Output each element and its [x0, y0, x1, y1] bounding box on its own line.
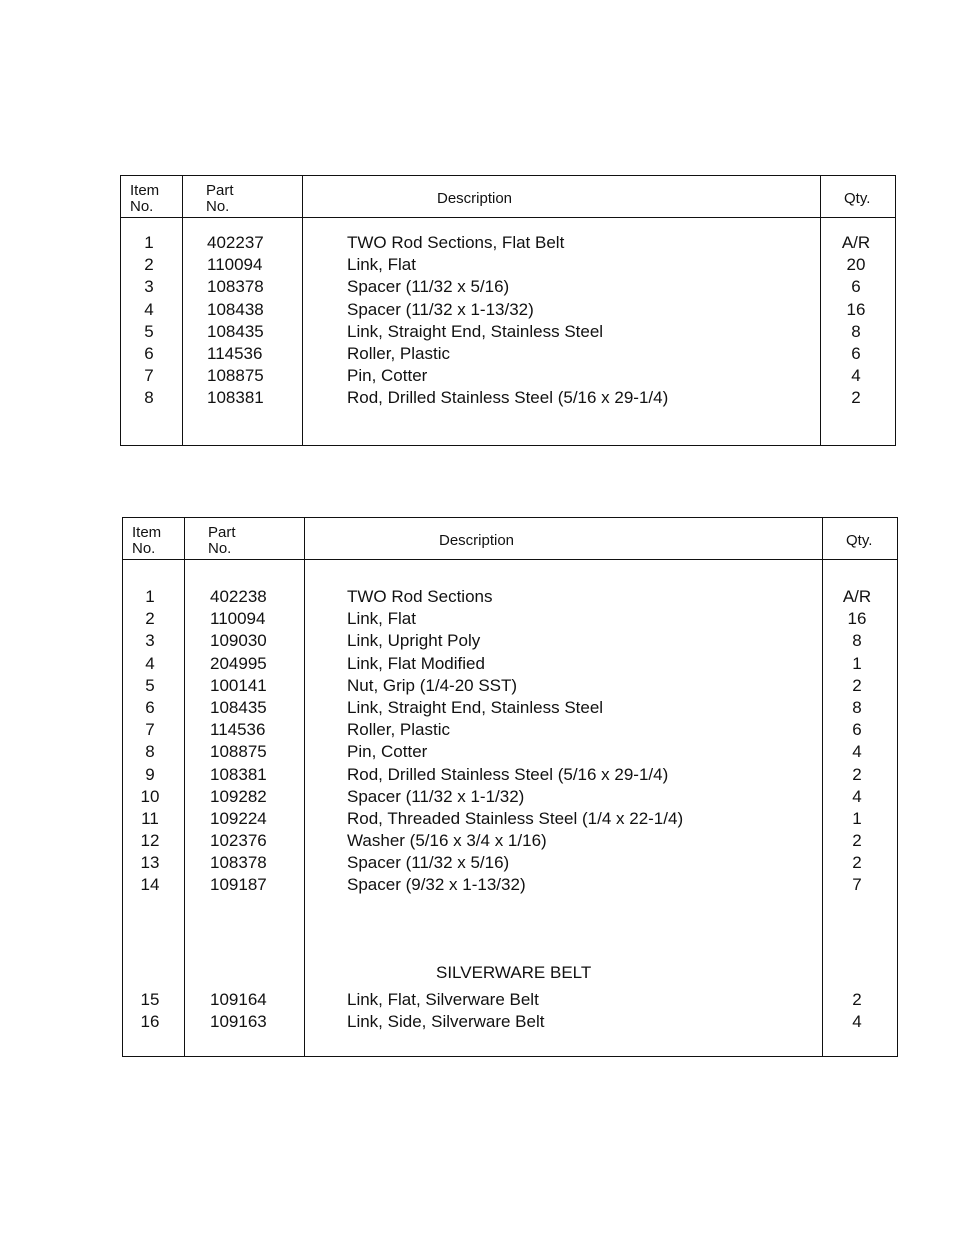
part-description: Link, Flat [347, 609, 416, 629]
quantity: 2 [852, 990, 862, 1009]
part-description: Rod, Drilled Stainless Steel (5/16 x 29-1/4) [347, 764, 669, 784]
quantity: 7 [852, 875, 862, 895]
section-table-body [123, 989, 897, 1033]
part-description: Pin, Cotter [347, 742, 428, 762]
table-row [123, 741, 897, 763]
part-number: 102376 [210, 831, 267, 851]
table-row [121, 232, 895, 254]
quantity: A/R [841, 233, 871, 252]
part-number: 114536 [207, 343, 263, 363]
part-description: Rod, Drilled Stainless Steel (5/16 x 29-1/4) [347, 388, 669, 408]
table-row [123, 808, 897, 830]
quantity: 8 [851, 321, 861, 341]
section-title: SILVERWARE BELT [436, 963, 592, 982]
item-number: 8 [145, 742, 155, 762]
table-body [123, 586, 897, 897]
part-number: 109187 [210, 875, 267, 895]
item-number: 1 [144, 233, 154, 252]
quantity: 4 [852, 1012, 862, 1032]
table-row [123, 764, 897, 786]
header-no-label: No. [130, 198, 154, 215]
item-number: 10 [140, 786, 160, 806]
header-item-no [130, 183, 159, 215]
table-row [123, 830, 897, 852]
part-description: TWO Rod Sections, Flat Belt [347, 233, 565, 252]
item-number: 15 [140, 990, 160, 1009]
quantity: 4 [852, 786, 862, 806]
header-part-label: Part [206, 182, 234, 199]
item-number: 6 [144, 343, 154, 363]
table-row [123, 719, 897, 741]
part-number: 402237 [207, 233, 264, 252]
table-row [123, 653, 897, 675]
table-row [121, 276, 895, 298]
part-description: Spacer (9/32 x 1-13/32) [347, 875, 526, 895]
item-number: 2 [144, 255, 154, 275]
quantity: 6 [851, 277, 861, 297]
header-description: Description [437, 190, 513, 207]
quantity: 6 [851, 343, 861, 363]
part-description: Spacer (11/32 x 5/16) [347, 277, 510, 297]
table-row [123, 675, 897, 697]
header-divider [123, 559, 897, 560]
header-part-no [206, 183, 234, 215]
header-no-label: No. [132, 540, 156, 557]
part-description: Link, Straight End, Stainless Steel [347, 321, 604, 341]
item-number: 12 [140, 831, 160, 851]
part-description: Link, Upright Poly [347, 631, 481, 651]
table-row [123, 852, 897, 874]
part-number: 402238 [210, 587, 267, 606]
item-number: 13 [140, 853, 160, 873]
part-description: Spacer (11/32 x 1-13/32) [347, 299, 534, 319]
quantity: 2 [852, 831, 862, 851]
table-row [121, 343, 895, 365]
part-number: 114536 [210, 720, 266, 740]
part-description: Washer (5/16 x 3/4 x 1/16) [347, 831, 547, 851]
table-row [123, 786, 897, 808]
parts-table-silverware [122, 517, 898, 1057]
quantity: 16 [847, 609, 867, 629]
table-row [121, 299, 895, 321]
part-number: 109030 [210, 631, 267, 651]
item-number: 4 [144, 299, 154, 319]
quantity: 2 [852, 853, 862, 873]
part-number: 108435 [207, 321, 264, 341]
quantity: 1 [852, 808, 862, 828]
part-description: Link, Flat [347, 255, 416, 275]
table-row [123, 608, 897, 630]
quantity: 8 [852, 631, 862, 651]
quantity: 4 [852, 742, 862, 762]
part-number: 108438 [207, 299, 264, 319]
part-number: 108435 [210, 697, 267, 717]
table-row [123, 697, 897, 719]
header-no-label: No. [206, 198, 230, 215]
item-number: 14 [140, 875, 160, 895]
quantity: 2 [851, 388, 861, 408]
header-no-label: No. [208, 540, 232, 557]
table-row [123, 630, 897, 652]
table-row [121, 387, 895, 409]
table-row [121, 321, 895, 343]
item-number: 9 [145, 764, 155, 784]
item-number: 5 [145, 675, 155, 695]
part-number: 108381 [210, 764, 267, 784]
header-item-label: Item [130, 182, 160, 199]
part-number: 108875 [210, 742, 267, 762]
item-number: 4 [145, 653, 155, 673]
table-row [121, 365, 895, 387]
header-description: Description [439, 532, 515, 549]
quantity: 1 [852, 653, 862, 673]
header-qty: Qty. [844, 190, 871, 207]
item-number: 1 [145, 587, 155, 606]
part-number: 110094 [207, 255, 263, 275]
header-item-label: Item [132, 524, 162, 541]
part-number: 108378 [207, 277, 264, 297]
table-row [123, 874, 897, 896]
part-description: Link, Flat Modified [347, 653, 485, 673]
part-number: 108875 [207, 366, 264, 386]
header-part-no [208, 525, 236, 557]
part-number: 109282 [210, 786, 267, 806]
part-description: Link, Side, Silverware Belt [347, 1012, 545, 1032]
part-number: 100141 [210, 675, 267, 695]
part-description: Roller, Plastic [347, 343, 450, 363]
quantity: 16 [846, 299, 866, 319]
part-number: 204995 [210, 653, 267, 673]
item-number: 2 [145, 609, 155, 629]
quantity: A/R [842, 587, 872, 606]
header-item-no [132, 525, 161, 557]
quantity: 2 [852, 764, 862, 784]
part-number: 108378 [210, 853, 267, 873]
quantity: 4 [851, 366, 861, 386]
item-number: 3 [145, 631, 155, 651]
quantity: 6 [852, 720, 862, 740]
quantity: 20 [846, 255, 866, 275]
part-description: TWO Rod Sections [347, 587, 493, 606]
part-number: 110094 [210, 609, 266, 629]
table-row [123, 989, 897, 1011]
item-number: 7 [144, 366, 154, 386]
part-description: Roller, Plastic [347, 720, 450, 740]
item-number: 5 [144, 321, 154, 341]
parts-table-flat-belt [120, 175, 896, 446]
part-number: 108381 [207, 388, 264, 408]
header-qty: Qty. [846, 532, 873, 549]
table-row [123, 586, 897, 608]
table-row [123, 1011, 897, 1033]
item-number: 7 [145, 720, 155, 740]
item-number: 6 [145, 697, 155, 717]
quantity: 8 [852, 697, 862, 717]
part-description: Link, Straight End, Stainless Steel [347, 697, 604, 717]
item-number: 8 [144, 388, 154, 408]
part-description: Nut, Grip (1/4-20 SST) [347, 675, 518, 695]
item-number: 11 [141, 808, 159, 828]
part-number: 109164 [210, 990, 267, 1009]
item-number: 16 [140, 1012, 160, 1032]
header-divider [121, 217, 895, 218]
table-row [121, 254, 895, 276]
part-description: Link, Flat, Silverware Belt [347, 990, 539, 1009]
part-number: 109163 [210, 1012, 267, 1032]
part-description: Spacer (11/32 x 1-1/32) [347, 786, 525, 806]
header-part-label: Part [208, 524, 236, 541]
part-description: Spacer (11/32 x 5/16) [347, 853, 510, 873]
table-body [121, 232, 895, 410]
item-number: 3 [144, 277, 154, 297]
part-description: Pin, Cotter [347, 366, 428, 386]
part-number: 109224 [210, 808, 267, 828]
part-description: Rod, Threaded Stainless Steel (1/4 x 22-1/4) [347, 808, 684, 828]
quantity: 2 [852, 675, 862, 695]
